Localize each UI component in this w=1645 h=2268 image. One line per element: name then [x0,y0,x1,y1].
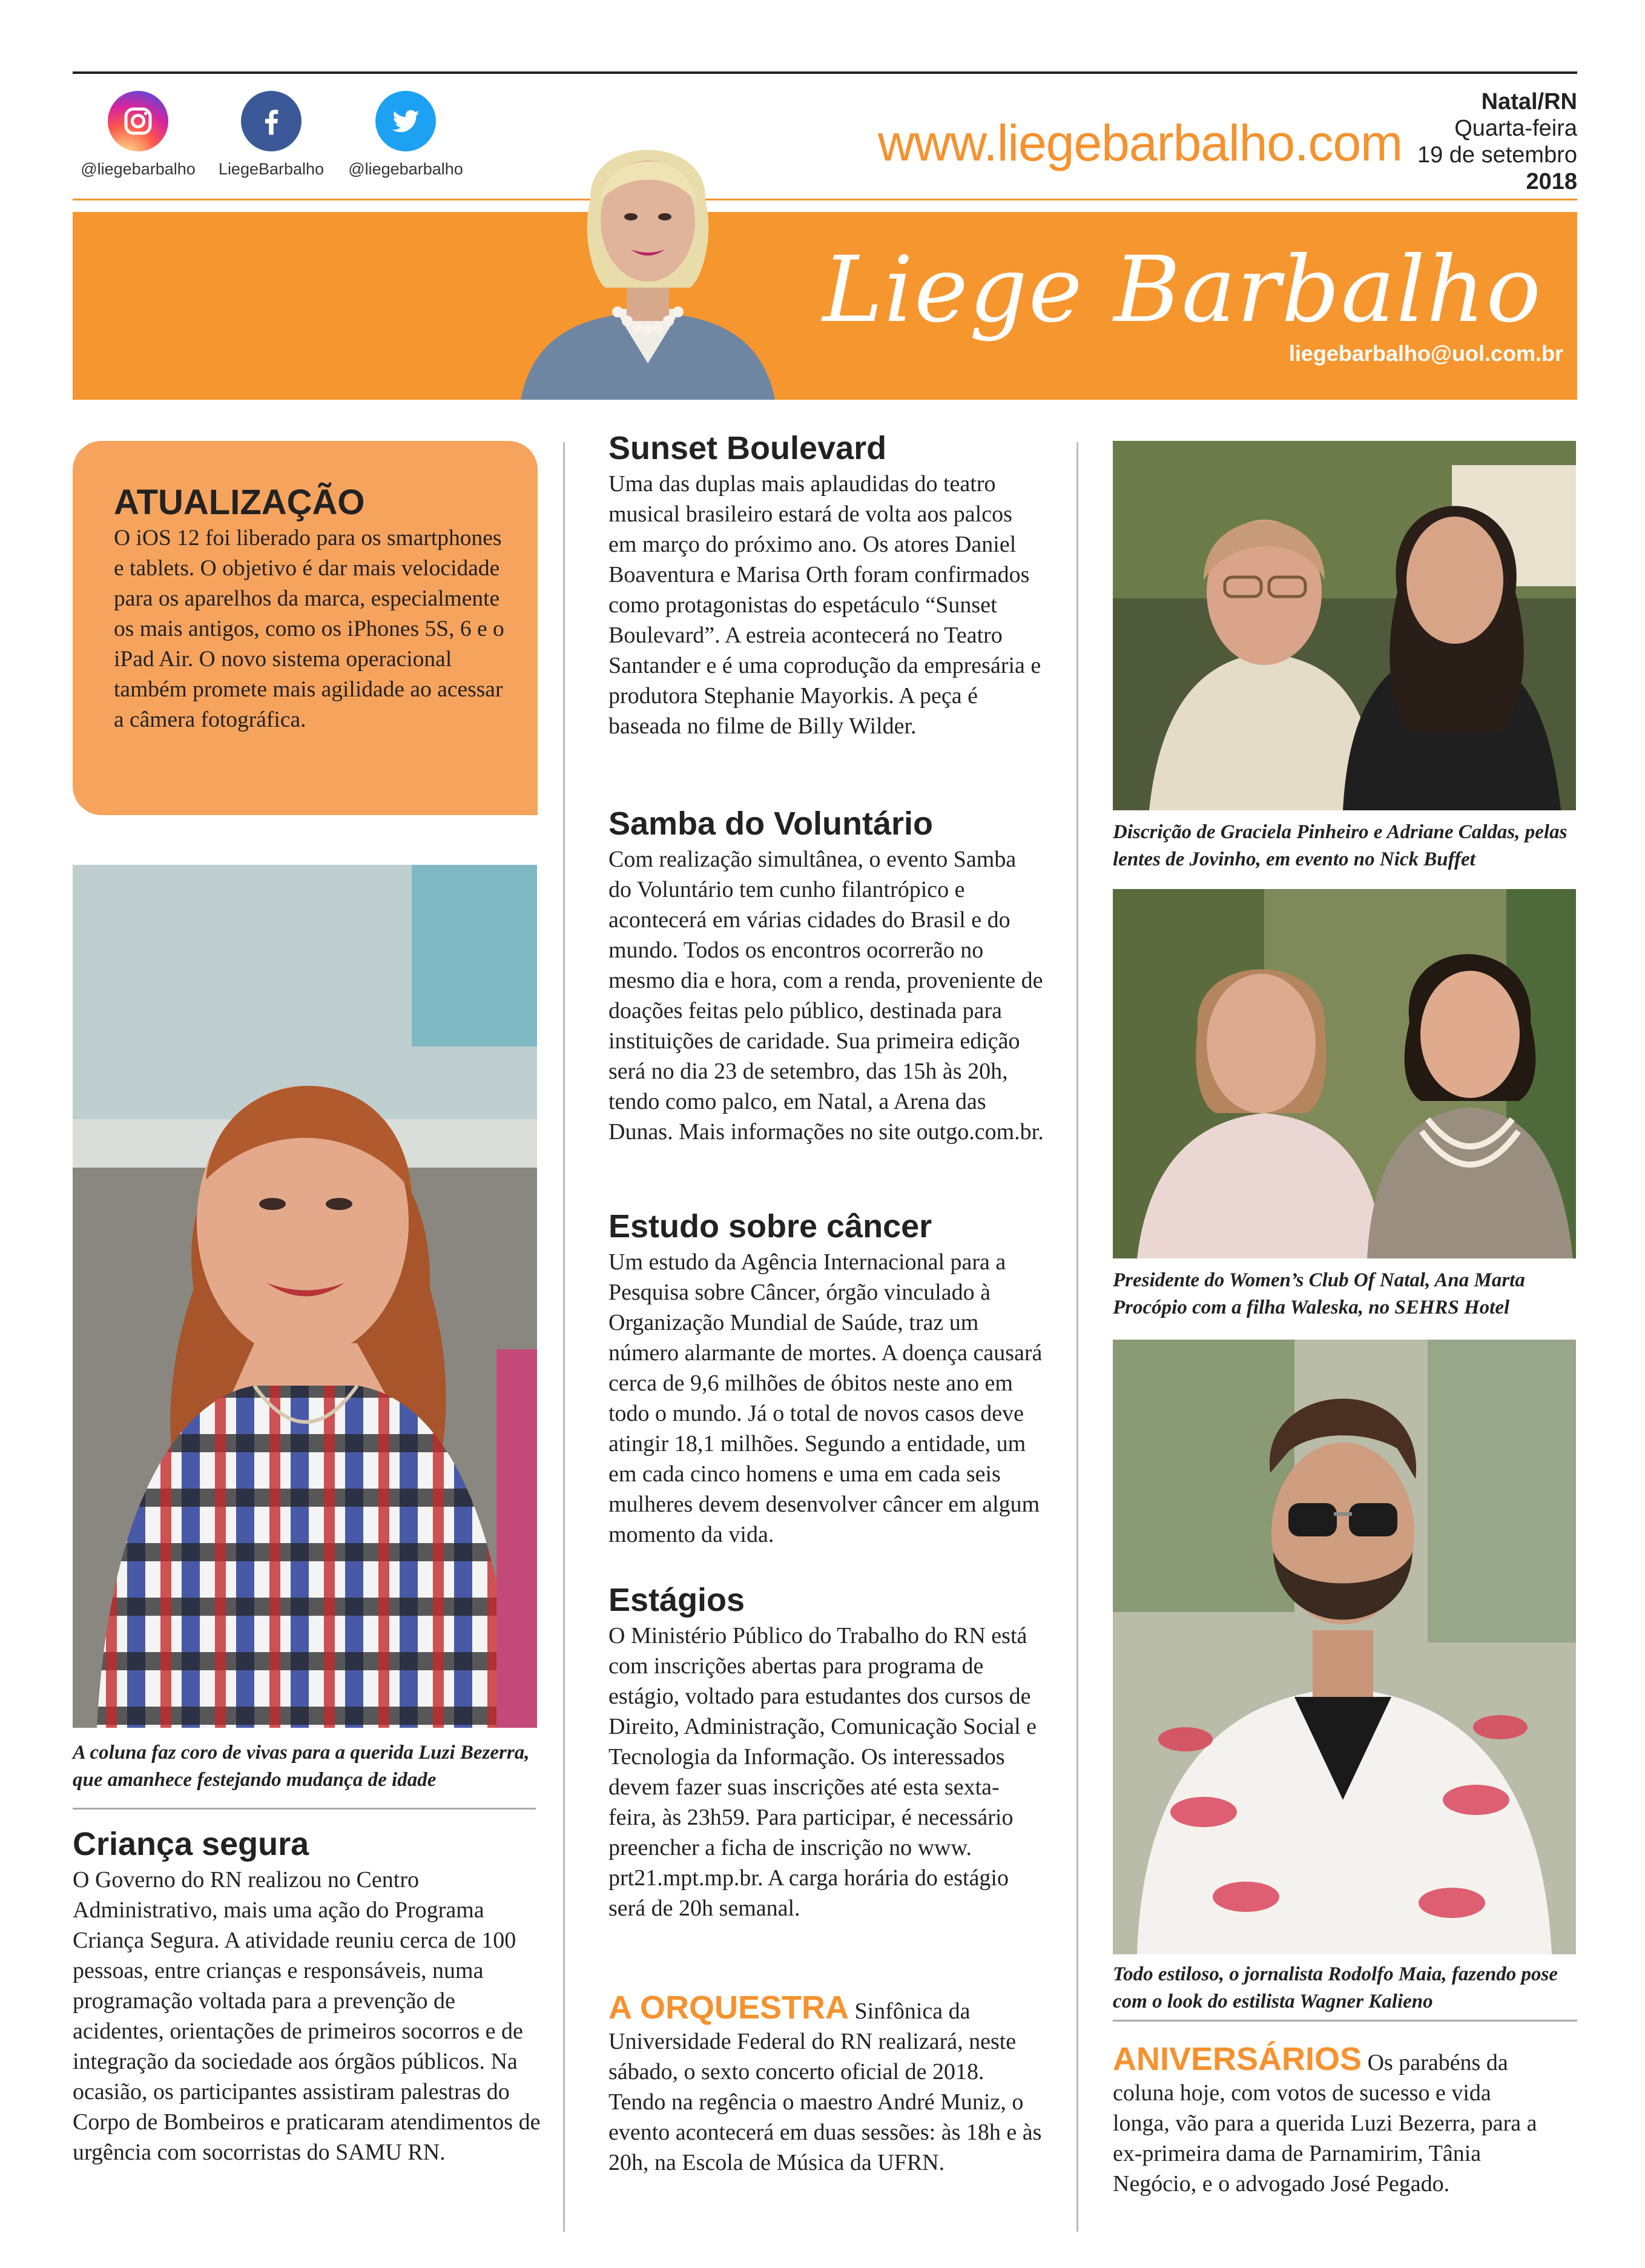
atualizacao-heading: ATUALIZAÇÃO [114,483,365,522]
atualizacao-section [114,484,510,735]
column-rule-left [563,442,565,2232]
crianca-text: O Governo do RN realizou no Centro Administrativo, mais uma ação do Programa Criança Segura. A atividade reuniu cerca de 100 pessoas, entre crianças e responsáveis, numa programação voltada para a prevenção de acidentes, orientações de primeiros socorros e de integração da sociedade aos órgãos públicos. Na ocasião, os participantes assistiram palestras do Corpo de Bombeiros e praticaram atendimentos de urgência com socorristas do SAMU RN. [73,1867,541,2165]
photo-caption-graciela: Discrição de Graciela Pinheiro e Adriane Caldas, pelas lentes de Jovinho, em evento no Nick Buffet [1113,821,1568,870]
estagios-heading: Estágios [608,1582,745,1618]
city: Natal/RN [1481,89,1577,114]
instagram-icon [108,91,168,151]
aniversarios-heading: ANIVERSÁRIOS [1113,2041,1362,2077]
atualizacao-text: O iOS 12 foi liberado para os smartphones e tablets. O objetivo é dar mais velocidade para os aparelhos da marca, especialmente os mais antigos, como os iPhones 5S, 6 e o iPad Air. O novo sistema operacional também promete mais agilidade ao acessar a câmera fotográfica. [114,526,504,732]
photo-rodolfo-maia [1113,1340,1576,1954]
facebook-handle: LiegeBarbalho [218,160,325,178]
weekday: Quarta-feira [1454,116,1577,141]
orquestra-heading: A ORQUESTRA [608,1989,849,2026]
aniversarios-text: Os parabéns da coluna hoje, com votos de sucesso e vida longa, vão para a querida Luzi Bezerra, para a ex-primeira dama de Parnamirim, Tânia Negócio, e o advogado José Pegado. [1113,2050,1537,2197]
photo-graciela-adriane [1113,441,1576,810]
crianca-section [73,1826,545,2167]
samba-text: Com realização simultânea, o evento Samba do Voluntário tem cunho filantrópico e acontecerá em várias cidades do Brasil e do mundo. Todos os encontros ocorrerão no mesmo dia e hora, com a renda, proveniente de doações feitas pelo público, destinada para instituições de caridade. Sua primeira edição será no dia 23 de setembro, das 15h às 20h, tendo como palco, em Natal, a Arena das Dunas. Mais informações no site outgo.com.br. [608,847,1044,1145]
col3-divider [1113,2020,1577,2022]
photo-luzi-bezerra [73,865,537,1728]
twitter-handle: @liegebarbalho [348,160,463,178]
year: 2018 [1526,169,1577,194]
cancer-heading: Estudo sobre câncer [608,1208,932,1245]
website-url[interactable]: www.liegebarbalho.com [878,114,1403,171]
photo-caption-luzi: A coluna faz coro de vivas para a querida Luzi Bezerra, que amanhece festejando mudança de idade [73,1742,530,1791]
orquestra-text: Sinfônica da Universidade Federal do RN realizará, neste sábado, o sexto concerto oficial de 2018. Tendo na regência o maestro André Muniz, o evento acontecerá em duas sessões: às 18h e às 20h, na Escola de Música da UFRN. [608,1999,1042,2175]
samba-heading: Samba do Voluntário [608,805,934,842]
facebook-icon [241,91,302,151]
sunset-text: Uma das duplas mais aplaudidas do teatro musical brasileiro estará de volta aos palcos em março do próximo ano. Os atores Daniel Boaventura e Marisa Orth foram confirmados como protagonistas do espetáculo “Sunset Boulevard”. A estreia acontecerá no Teatro Santander e é uma coprodução da empresária e produtora Stephanie Mayorkis. A peça é baseada no filme de Billy Wilder. [608,471,1041,739]
twitter-icon [375,91,436,151]
date-block [1417,88,1577,195]
samba-section [608,805,1044,1147]
sunset-section [608,430,1044,741]
twitter-link[interactable] [339,91,472,179]
cancer-text: Um estudo da Agência Internacional para a Pesquisa sobre Câncer, órgão vinculado à Organização Mundial de Saúde, traz um número alarmante de mortes. A doença causará cerca de 9,6 milhões de óbitos neste ano em todo o mundo. Já o total de novos casos deve atingir 18,1 milhões. Segundo a entidade, um em cada cinco homens e uma em cada seis mulheres devem desenvolver câncer em algum momento da vida. [608,1249,1043,1547]
photo-caption-ana-marta: Presidente do Women’s Club Of Natal, Ana Marta Procópio com a filha Waleska, no SEHRS Hotel [1113,1269,1525,1318]
photo-ana-marta-waleska [1113,889,1576,1258]
columnist-portrait [496,79,799,400]
top-rule [73,71,1577,74]
estagios-section [608,1582,1044,1923]
date: 19 de setembro [1417,142,1577,168]
columnist-name: Liege Barbalho [822,237,1542,343]
aniversarios-section [1113,2041,1549,2199]
facebook-link[interactable] [205,91,338,179]
header-divider [73,199,1577,200]
estagios-text: O Ministério Público do Trabalho do RN está com inscrições abertas para programa de estágio, voltado para estudantes dos cursos de Direito, Administração, Comunicação Social e Tecnologia da Informação. Os interessados devem fazer suas inscrições até esta sexta-feira, às 23h59. Para participar, é necessário preencher a ficha de inscrição no www. prt21.mpt.mp.br. A carga horária do estágio será de 20h semanal. [608,1623,1037,1921]
photo-caption-rodolfo: Todo estiloso, o jornalista Rodolfo Maia, fazendo pose com o look do estilista Wagner Kalieno [1113,1963,1558,2012]
sunset-heading: Sunset Boulevard [608,430,887,466]
orquestra-section [608,1989,1044,2178]
instagram-handle: @liegebarbalho [81,160,196,178]
cancer-section [608,1208,1044,1550]
crianca-heading: Criança segura [73,1826,309,1862]
columnist-email[interactable]: liegebarbalho@uol.com.br [1288,341,1563,366]
column-rule-right [1076,442,1078,2232]
instagram-link[interactable] [71,91,205,179]
col1-divider [73,1808,536,1810]
